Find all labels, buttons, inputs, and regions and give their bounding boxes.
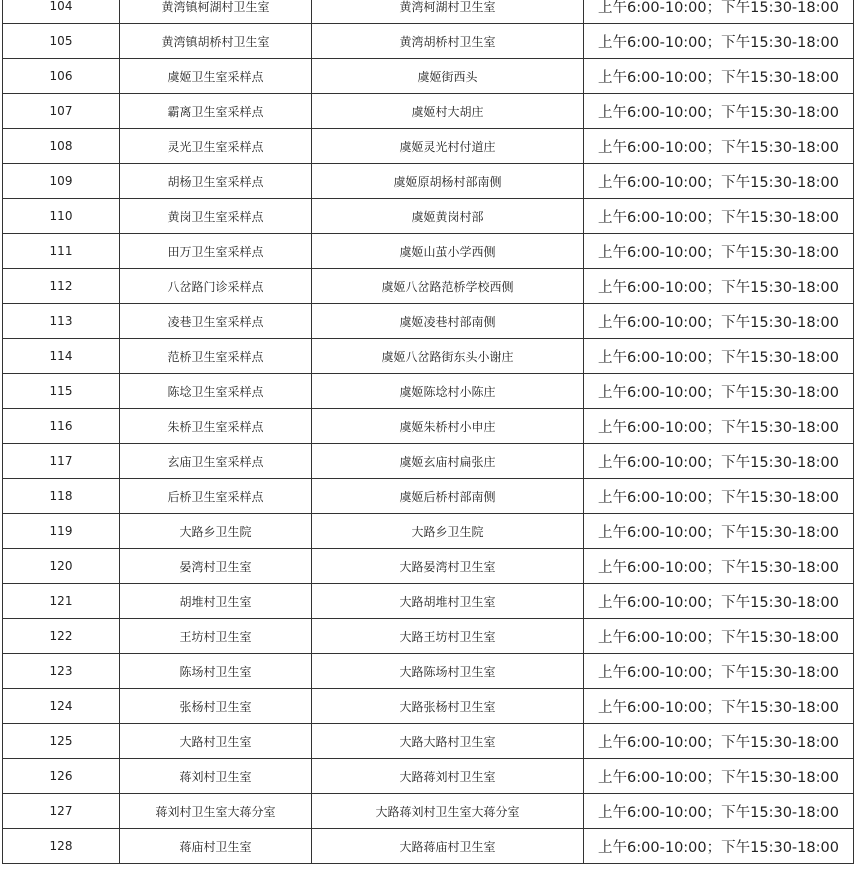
site-location-cell: 黄湾柯湖村卫生室 (312, 0, 584, 24)
service-hours-cell: 上午6:00-10:00；下午15:30-18:00 (584, 129, 854, 164)
service-hours-cell: 上午6:00-10:00；下午15:30-18:00 (584, 339, 854, 374)
row-number-cell: 126 (3, 759, 120, 794)
site-location-cell: 虞姬凌巷村部南侧 (312, 304, 584, 339)
site-location-cell: 虞姬街西头 (312, 59, 584, 94)
table-row (3, 409, 854, 444)
row-number-cell: 106 (3, 59, 120, 94)
site-name-cell: 胡堆村卫生室 (120, 584, 312, 619)
table-row (3, 199, 854, 234)
site-name-cell: 后桥卫生室采样点 (120, 479, 312, 514)
table-row (3, 444, 854, 479)
site-location-cell: 虞姬原胡杨村部南侧 (312, 164, 584, 199)
service-hours-cell: 上午6:00-10:00；下午15:30-18:00 (584, 304, 854, 339)
table-row (3, 269, 854, 304)
site-location-cell: 黄湾胡桥村卫生室 (312, 24, 584, 59)
site-name-cell: 黄湾镇柯湖村卫生室 (120, 0, 312, 24)
table-row (3, 304, 854, 339)
site-location-cell: 虞姬玄庙村扁张庄 (312, 444, 584, 479)
row-number-cell: 104 (3, 0, 120, 24)
service-hours-cell: 上午6:00-10:00；下午15:30-18:00 (584, 164, 854, 199)
site-location-cell: 虞姬朱桥村小申庄 (312, 409, 584, 444)
site-name-cell: 晏湾村卫生室 (120, 549, 312, 584)
site-location-cell: 虞姬山茧小学西侧 (312, 234, 584, 269)
row-number-cell: 119 (3, 514, 120, 549)
site-name-cell: 大路乡卫生院 (120, 514, 312, 549)
site-name-cell: 灵光卫生室采样点 (120, 129, 312, 164)
site-location-cell: 虞姬灵光村付道庄 (312, 129, 584, 164)
row-number-cell: 112 (3, 269, 120, 304)
service-hours-cell: 上午6:00-10:00；下午15:30-18:00 (584, 829, 854, 864)
site-location-cell: 虞姬八岔路范桥学校西侧 (312, 269, 584, 304)
site-location-cell: 大路蒋刘村卫生室大蒋分室 (312, 794, 584, 829)
table-row (3, 689, 854, 724)
row-number-cell: 123 (3, 654, 120, 689)
table-row (3, 759, 854, 794)
service-hours-cell: 上午6:00-10:00；下午15:30-18:00 (584, 409, 854, 444)
table-row (3, 584, 854, 619)
row-number-cell: 116 (3, 409, 120, 444)
site-name-cell: 王坊村卫生室 (120, 619, 312, 654)
site-location-cell: 大路陈场村卫生室 (312, 654, 584, 689)
service-hours-cell: 上午6:00-10:00；下午15:30-18:00 (584, 199, 854, 234)
service-hours-cell: 上午6:00-10:00；下午15:30-18:00 (584, 689, 854, 724)
service-hours-cell: 上午6:00-10:00；下午15:30-18:00 (584, 234, 854, 269)
site-name-cell: 朱桥卫生室采样点 (120, 409, 312, 444)
site-name-cell: 蒋刘村卫生室大蒋分室 (120, 794, 312, 829)
row-number-cell: 109 (3, 164, 120, 199)
site-location-cell: 虞姬村大胡庄 (312, 94, 584, 129)
site-location-cell: 虞姬后桥村部南侧 (312, 479, 584, 514)
site-name-cell: 陈埝卫生室采样点 (120, 374, 312, 409)
site-name-cell: 黄岗卫生室采样点 (120, 199, 312, 234)
row-number-cell: 107 (3, 94, 120, 129)
table-row (3, 794, 854, 829)
table-row (3, 619, 854, 654)
row-number-cell: 120 (3, 549, 120, 584)
site-location-cell: 大路蒋庙村卫生室 (312, 829, 584, 864)
site-name-cell: 陈场村卫生室 (120, 654, 312, 689)
service-hours-cell: 上午6:00-10:00；下午15:30-18:00 (584, 479, 854, 514)
site-location-cell: 大路乡卫生院 (312, 514, 584, 549)
row-number-cell: 108 (3, 129, 120, 164)
table-row (3, 234, 854, 269)
row-number-cell: 127 (3, 794, 120, 829)
site-location-cell: 大路晏湾村卫生室 (312, 549, 584, 584)
service-hours-cell: 上午6:00-10:00；下午15:30-18:00 (584, 94, 854, 129)
table-row (3, 374, 854, 409)
service-hours-cell: 上午6:00-10:00；下午15:30-18:00 (584, 0, 854, 24)
row-number-cell: 111 (3, 234, 120, 269)
service-hours-cell: 上午6:00-10:00；下午15:30-18:00 (584, 514, 854, 549)
site-name-cell: 张杨村卫生室 (120, 689, 312, 724)
site-name-cell: 八岔路门诊采样点 (120, 269, 312, 304)
row-number-cell: 125 (3, 724, 120, 759)
table-row (3, 654, 854, 689)
table-row (3, 829, 854, 864)
table-row (3, 164, 854, 199)
service-hours-cell: 上午6:00-10:00；下午15:30-18:00 (584, 444, 854, 479)
site-name-cell: 凌巷卫生室采样点 (120, 304, 312, 339)
table-row (3, 549, 854, 584)
service-hours-cell: 上午6:00-10:00；下午15:30-18:00 (584, 759, 854, 794)
table-row (3, 59, 854, 94)
row-number-cell: 124 (3, 689, 120, 724)
row-number-cell: 115 (3, 374, 120, 409)
service-hours-cell: 上午6:00-10:00；下午15:30-18:00 (584, 584, 854, 619)
row-number-cell: 105 (3, 24, 120, 59)
sampling-sites-table (2, 0, 854, 864)
table-row (3, 479, 854, 514)
site-name-cell: 胡杨卫生室采样点 (120, 164, 312, 199)
row-number-cell: 110 (3, 199, 120, 234)
site-name-cell: 蒋庙村卫生室 (120, 829, 312, 864)
table-row (3, 514, 854, 549)
row-number-cell: 113 (3, 304, 120, 339)
service-hours-cell: 上午6:00-10:00；下午15:30-18:00 (584, 24, 854, 59)
row-number-cell: 117 (3, 444, 120, 479)
row-number-cell: 122 (3, 619, 120, 654)
service-hours-cell: 上午6:00-10:00；下午15:30-18:00 (584, 619, 854, 654)
site-location-cell: 大路王坊村卫生室 (312, 619, 584, 654)
site-name-cell: 蒋刘村卫生室 (120, 759, 312, 794)
table-row (3, 94, 854, 129)
site-location-cell: 大路张杨村卫生室 (312, 689, 584, 724)
site-location-cell: 虞姬黄岗村部 (312, 199, 584, 234)
site-location-cell: 大路蒋刘村卫生室 (312, 759, 584, 794)
service-hours-cell: 上午6:00-10:00；下午15:30-18:00 (584, 724, 854, 759)
row-number-cell: 118 (3, 479, 120, 514)
site-location-cell: 虞姬八岔路街东头小谢庄 (312, 339, 584, 374)
service-hours-cell: 上午6:00-10:00；下午15:30-18:00 (584, 59, 854, 94)
service-hours-cell: 上午6:00-10:00；下午15:30-18:00 (584, 374, 854, 409)
table-body (3, 0, 854, 864)
site-name-cell: 黄湾镇胡桥村卫生室 (120, 24, 312, 59)
site-name-cell: 大路村卫生室 (120, 724, 312, 759)
row-number-cell: 121 (3, 584, 120, 619)
site-location-cell: 大路大路村卫生室 (312, 724, 584, 759)
table-row (3, 0, 854, 24)
table-row (3, 724, 854, 759)
row-number-cell: 128 (3, 829, 120, 864)
site-name-cell: 虞姬卫生室采样点 (120, 59, 312, 94)
table-row (3, 24, 854, 59)
site-name-cell: 玄庙卫生室采样点 (120, 444, 312, 479)
site-location-cell: 大路胡堆村卫生室 (312, 584, 584, 619)
service-hours-cell: 上午6:00-10:00；下午15:30-18:00 (584, 269, 854, 304)
service-hours-cell: 上午6:00-10:00；下午15:30-18:00 (584, 549, 854, 584)
service-hours-cell: 上午6:00-10:00；下午15:30-18:00 (584, 654, 854, 689)
site-name-cell: 霸离卫生室采样点 (120, 94, 312, 129)
site-location-cell: 虞姬陈埝村小陈庄 (312, 374, 584, 409)
table-row (3, 129, 854, 164)
service-hours-cell: 上午6:00-10:00；下午15:30-18:00 (584, 794, 854, 829)
row-number-cell: 114 (3, 339, 120, 374)
site-name-cell: 田万卫生室采样点 (120, 234, 312, 269)
table-row (3, 339, 854, 374)
site-name-cell: 范桥卫生室采样点 (120, 339, 312, 374)
